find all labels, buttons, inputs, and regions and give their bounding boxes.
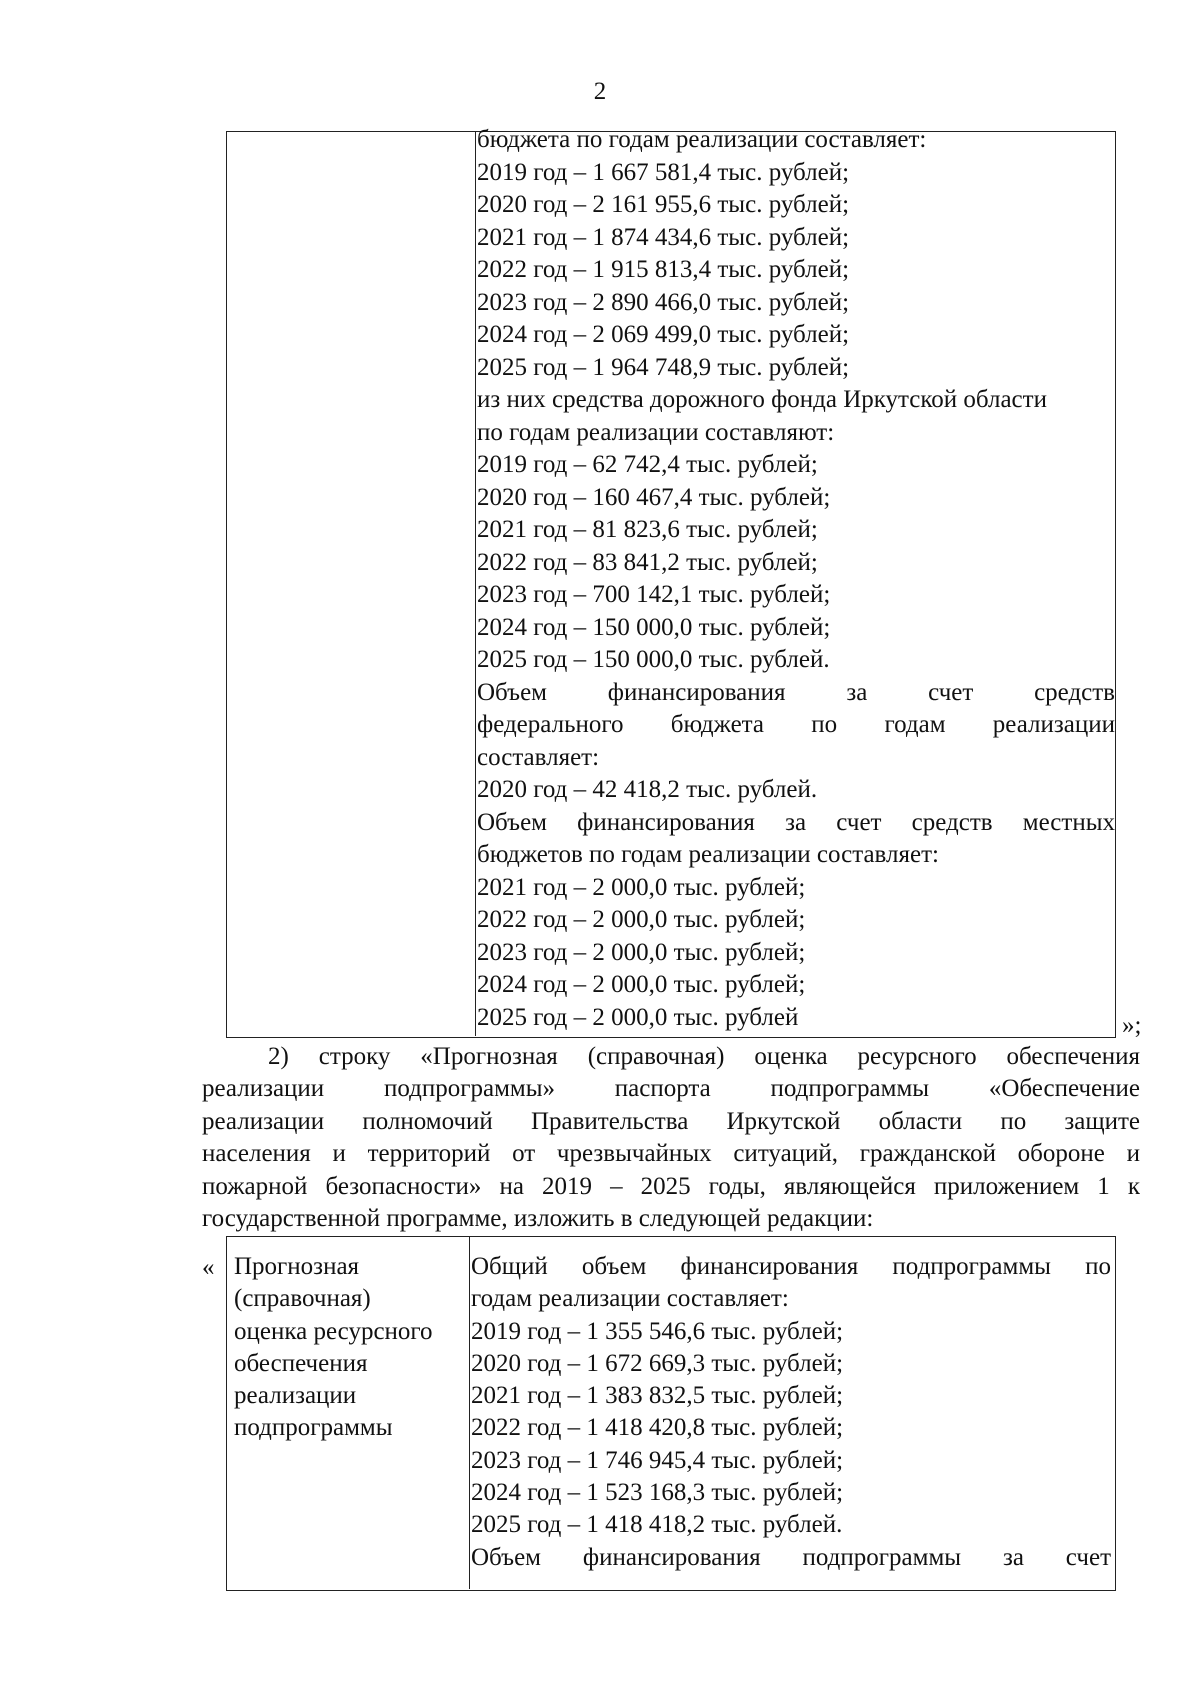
text-line: Объем финансирования за счет средств: [477, 678, 1115, 706]
text-line: 2025 год – 1 418 418,2 тыс. рублей.: [471, 1511, 843, 1539]
text-line: составляет:: [477, 743, 600, 771]
amendment-paragraph: [202, 1041, 1140, 1235]
text-line: 2022 год – 83 841,2 тыс. рублей;: [477, 548, 818, 576]
text-line: 2021 год – 81 823,6 тыс. рублей;: [477, 516, 818, 543]
paragraph-line: реализации подпрограммы» паспорта подпрограммы «Обеспечение: [202, 1075, 1140, 1103]
text-line: бюджетов по годам реализации составляет:: [477, 841, 939, 868]
text-line: 2020 год – 1 672 669,3 тыс. рублей;: [471, 1349, 844, 1377]
text-line: Общий объем финансирования подпрограммы по: [471, 1253, 1111, 1280]
text-line: 2023 год – 2 890 466,0 тыс. рублей;: [477, 288, 850, 316]
text-line: 2021 год – 1 383 832,5 тыс. рублей;: [471, 1382, 844, 1410]
text-line: из них средства дорожного фонда Иркутской области: [477, 386, 1047, 413]
text-line: 2024 год – 1 523 168,3 тыс. рублей;: [471, 1479, 844, 1507]
text-line: 2024 год – 2 069 499,0 тыс. рублей;: [477, 321, 850, 348]
text-line: по годам реализации составляют:: [477, 418, 835, 446]
paragraph-line: государственной программе, изложить в следующей редакции:: [202, 1204, 874, 1232]
text-line: 2019 год – 1 355 546,6 тыс. рублей;: [471, 1317, 844, 1345]
heading-line: реализации: [234, 1382, 357, 1410]
heading-line: (справочная): [234, 1285, 371, 1313]
text-line: 2022 год – 2 000,0 тыс. рублей;: [477, 906, 806, 933]
text-line: 2019 год – 62 742,4 тыс. рублей;: [477, 451, 818, 478]
forecast-table: [226, 1236, 1116, 1591]
text-line: Объем финансирования за счет средств местных: [477, 808, 1115, 836]
text-line: 2023 год – 2 000,0 тыс. рублей;: [477, 938, 806, 966]
text-line: 2021 год – 1 874 434,6 тыс. рублей;: [477, 223, 850, 251]
funding-text-cell: [477, 124, 1115, 1034]
text-line: 2024 год – 150 000,0 тыс. рублей;: [477, 613, 831, 641]
text-line: федерального бюджета по годам реализации: [477, 711, 1115, 738]
closing-quote: »;: [1122, 1012, 1142, 1039]
column-divider: [475, 131, 476, 1036]
text-line: 2025 год – 2 000,0 тыс. рублей: [477, 1003, 799, 1031]
funding-text-cell: [471, 1251, 1111, 1574]
column-divider: [469, 1236, 470, 1589]
text-line: 2019 год – 1 667 581,4 тыс. рублей;: [477, 158, 850, 186]
text-line: 2025 год – 150 000,0 тыс. рублей.: [477, 646, 830, 673]
text-line: 2023 год – 1 746 945,4 тыс. рублей;: [471, 1446, 844, 1474]
text-line: бюджета по годам реализации составляет:: [477, 126, 927, 153]
text-line: 2020 год – 160 467,4 тыс. рублей;: [477, 483, 831, 511]
text-line: 2024 год – 2 000,0 тыс. рублей;: [477, 971, 806, 998]
paragraph-line: реализации полномочий Правительства Иркутской области по защите: [202, 1107, 1140, 1135]
paragraph-line: пожарной безопасности» на 2019 – 2025 годы, являющейся приложением 1 к: [202, 1172, 1140, 1200]
text-line: годам реализации составляет:: [471, 1285, 789, 1313]
paragraph-line: населения и территорий от чрезвычайных ситуаций, гражданской обороне и: [202, 1140, 1140, 1168]
paragraph-line: 2) строку «Прогнозная (справочная) оценка ресурсного обеспечения: [268, 1043, 1140, 1070]
text-line: 2022 год – 1 418 420,8 тыс. рублей;: [471, 1414, 844, 1442]
heading-line: обеспечения: [234, 1349, 368, 1377]
heading-line: оценка ресурсного: [234, 1317, 433, 1345]
text-line: 2021 год – 2 000,0 тыс. рублей;: [477, 873, 806, 901]
funding-table-continued: [226, 126, 1116, 1038]
heading-line: подпрограммы: [234, 1414, 393, 1442]
heading-line: Прогнозная: [234, 1253, 360, 1280]
text-line: 2022 год – 1 915 813,4 тыс. рублей;: [477, 256, 850, 283]
text-line: 2020 год – 2 161 955,6 тыс. рублей;: [477, 191, 850, 218]
text-line: 2023 год – 700 142,1 тыс. рублей;: [477, 581, 831, 608]
text-line: 2025 год – 1 964 748,9 тыс. рублей;: [477, 353, 850, 381]
text-line: Объем финансирования подпрограммы за счет: [471, 1543, 1111, 1571]
opening-quote: «: [202, 1254, 215, 1281]
row-heading-cell: [234, 1251, 464, 1445]
text-line: 2020 год – 42 418,2 тыс. рублей.: [477, 776, 818, 803]
page-number: 2: [593, 78, 607, 105]
